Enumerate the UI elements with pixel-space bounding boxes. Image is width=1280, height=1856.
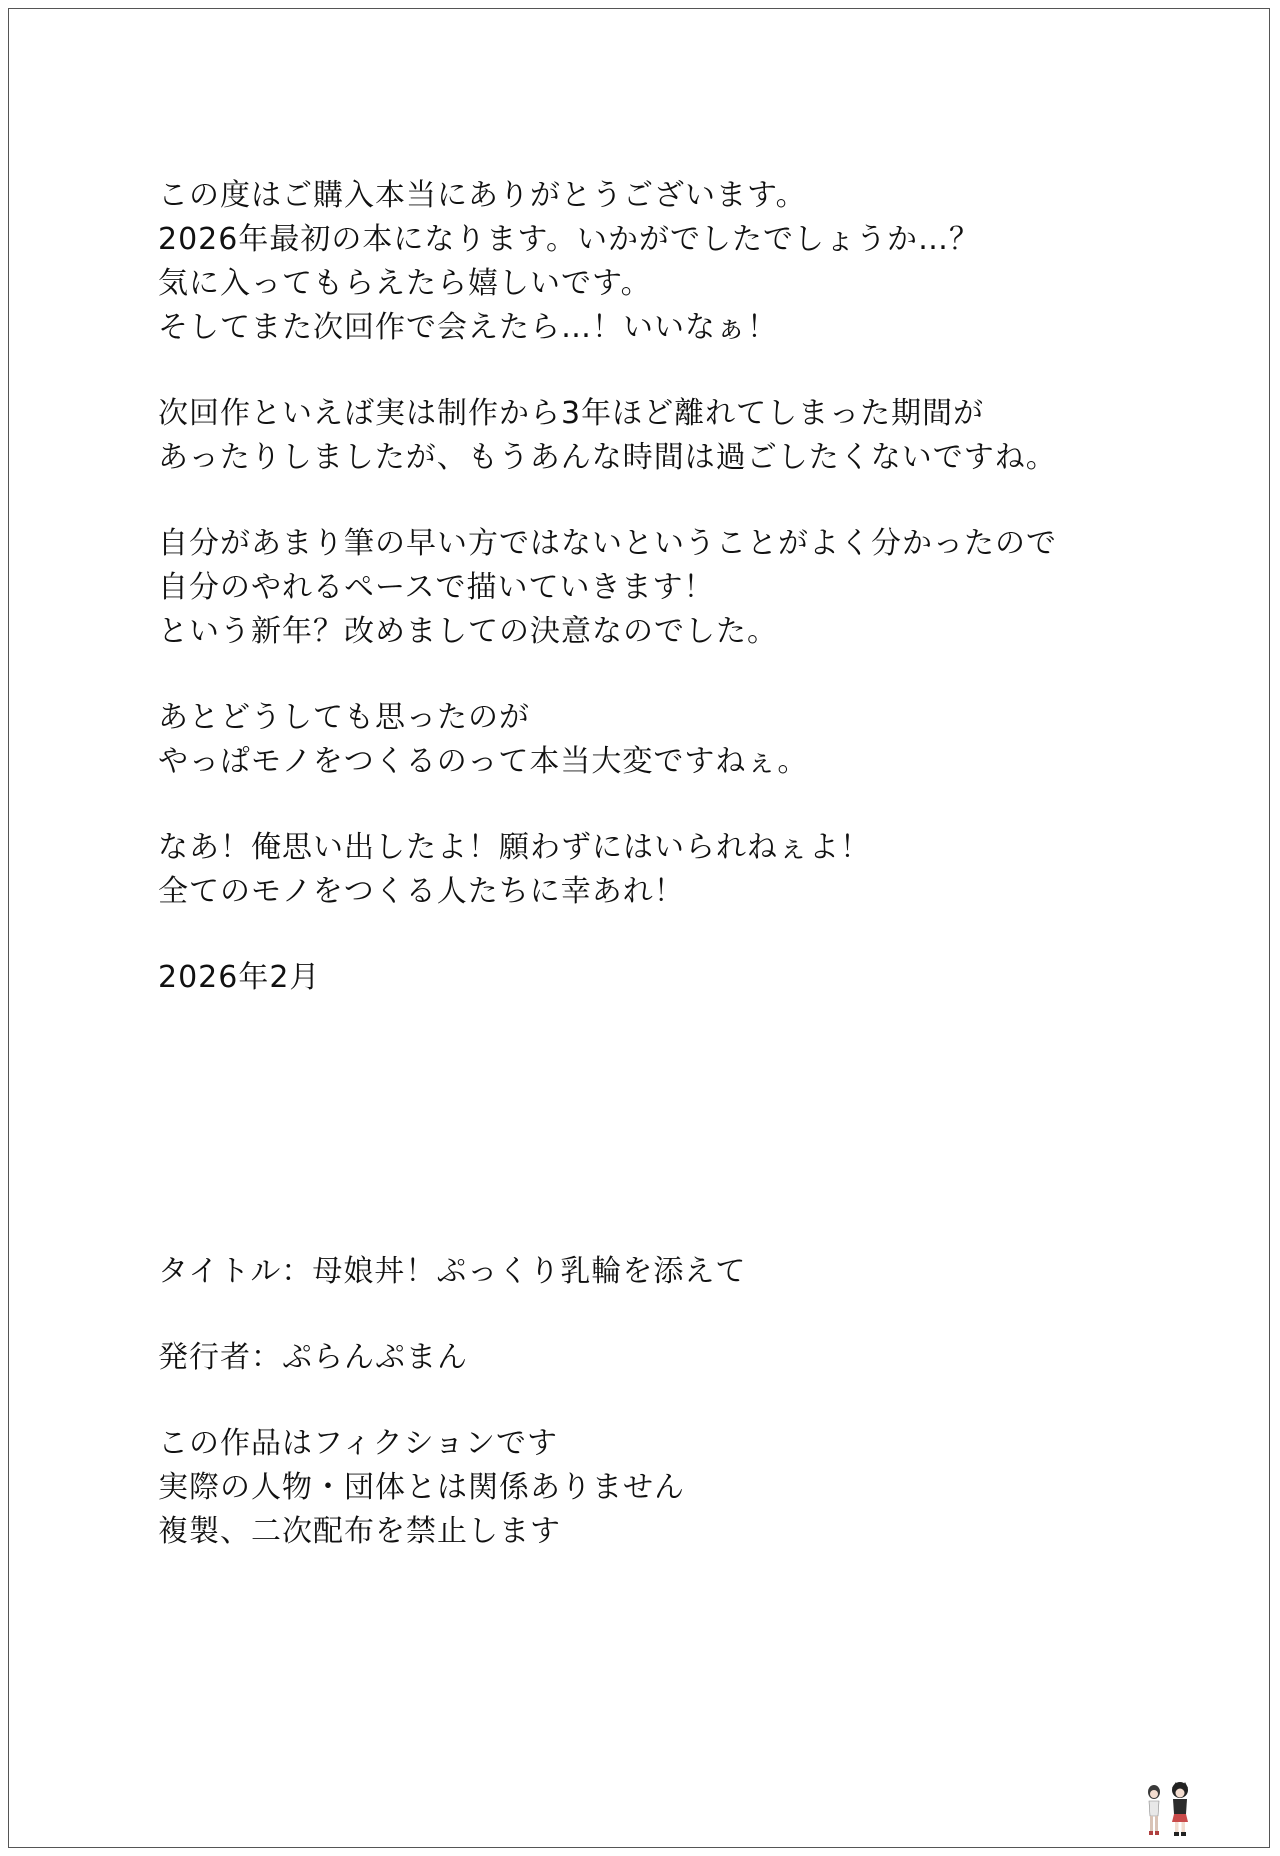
text-line: そしてまた次回作で会えたら…！いいなぁ！ bbox=[158, 310, 778, 345]
text-line: この度はご購入本当にありがとうございます。 bbox=[158, 178, 807, 213]
text-line: 自分のやれるペースで描いていきます！ bbox=[158, 570, 715, 605]
text-line: 次回作といえば実は制作から3年ほど離れてしまった期間が bbox=[158, 396, 985, 431]
afterword-paragraph-2 bbox=[158, 392, 1198, 480]
afterword-paragraph-5 bbox=[158, 826, 1198, 914]
notice-line: この作品はフィクションです bbox=[158, 1426, 558, 1461]
afterword-content bbox=[158, 174, 1198, 1554]
colophon-title: タイトル：母娘丼！ぷっくり乳輪を添えて bbox=[158, 1254, 747, 1289]
notice-line: 複製、二次配布を禁止します bbox=[158, 1514, 561, 1549]
text-line: という新年？改めましての決意なのでした。 bbox=[158, 614, 778, 649]
text-line: あったりしましたが、もうあんな時間は過ごしたくないですね。 bbox=[158, 440, 1057, 475]
colophon-publisher: 発行者：ぷらんぷまん bbox=[158, 1340, 468, 1375]
text-line: 気に入ってもらえたら嬉しいです。 bbox=[158, 266, 652, 301]
afterword-date: 2026年2月 bbox=[158, 960, 321, 995]
corner-character-illustration bbox=[1140, 1782, 1200, 1838]
text-line: なあ！俺思い出したよ！願わずにはいられねぇよ！ bbox=[158, 830, 871, 865]
text-line: やっぱモノをつくるのって本当大変ですねぇ。 bbox=[158, 744, 809, 779]
text-line: 2026年最初の本になります。いかがでしたでしょうか…？ bbox=[158, 222, 980, 257]
afterword-paragraph-3 bbox=[158, 522, 1198, 654]
text-line: あとどうしても思ったのが bbox=[158, 700, 530, 735]
colophon bbox=[158, 1250, 1198, 1554]
afterword-paragraph-1 bbox=[158, 174, 1198, 350]
notice-line: 実際の人物・団体とは関係ありません bbox=[158, 1470, 685, 1505]
afterword-paragraph-4 bbox=[158, 696, 1198, 784]
text-line: 自分があまり筆の早い方ではないということがよく分かったので bbox=[158, 526, 1057, 561]
text-line: 全てのモノをつくる人たちに幸あれ！ bbox=[158, 874, 685, 909]
